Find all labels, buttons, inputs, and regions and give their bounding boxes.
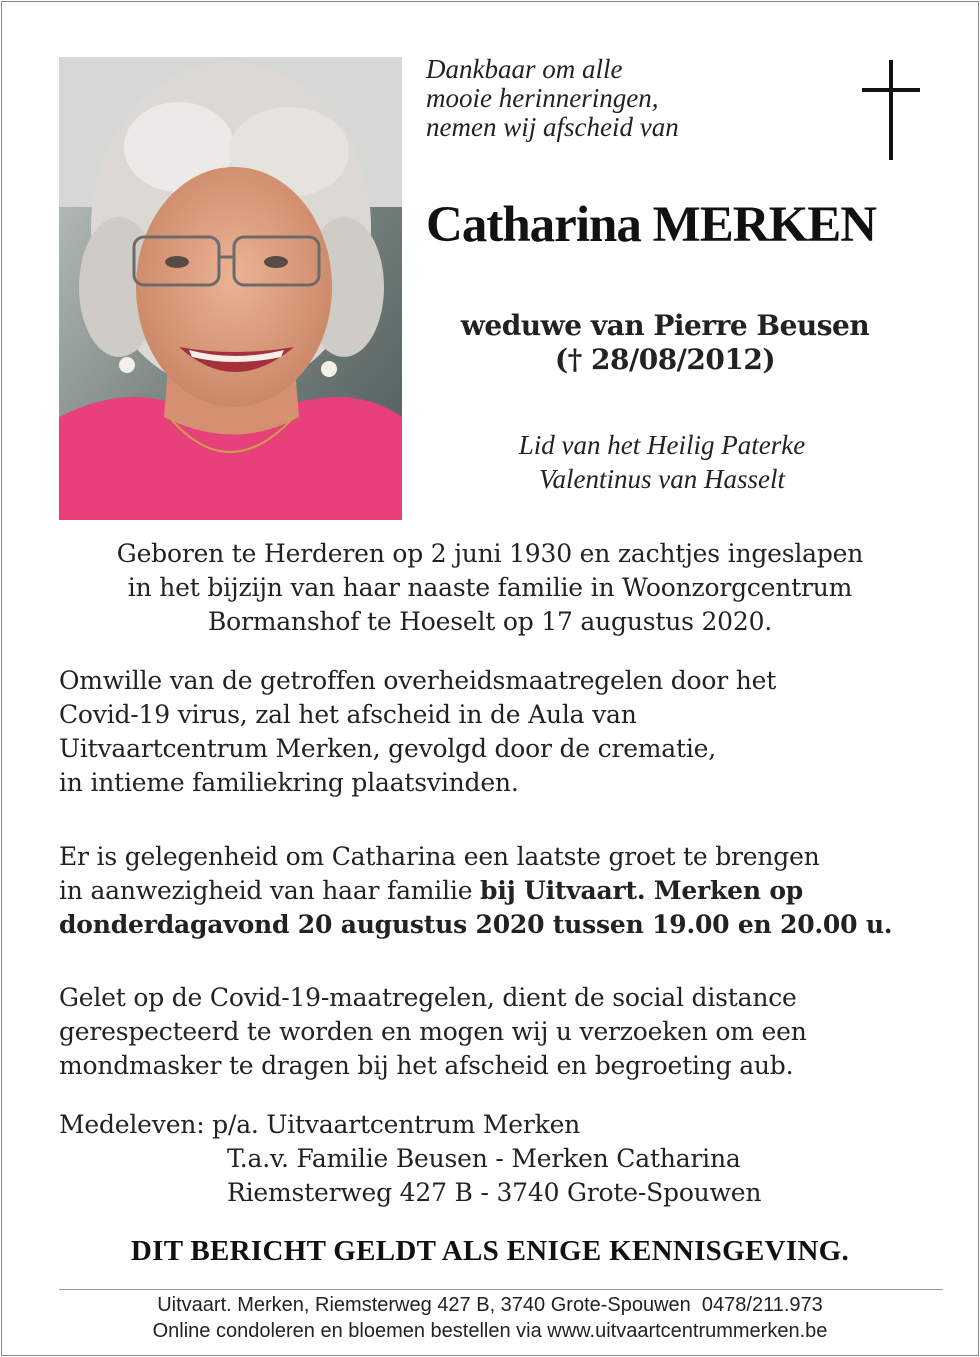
deceased-name: Catharina MERKEN xyxy=(426,197,877,253)
intro-text xyxy=(426,55,679,142)
text-line: Medeleven: p/a. Uitvaartcentrum Merken xyxy=(59,1110,581,1139)
text-line xyxy=(59,874,929,908)
text-line: in het bijzijn van haar naaste familie in Woonzorgcentrum xyxy=(127,573,853,602)
text-line: in intieme familiekring plaatsvinden. xyxy=(59,768,519,797)
condolence-address xyxy=(59,1108,929,1210)
footer-line: Online condoleren en bloemen bestellen via www.uitvaartcentrummerken.be xyxy=(152,1320,828,1342)
text-line: mondmasker te dragen bij het afscheid en begroeting aub. xyxy=(59,1051,794,1080)
widow-info xyxy=(415,309,915,377)
birth-death-paragraph xyxy=(40,537,940,639)
portrait-photo xyxy=(59,57,402,520)
widow-line: weduwe van Pierre Beusen xyxy=(460,309,870,342)
text-line: Geboren te Herderen op 2 juni 1930 en zachtjes ingeslapen xyxy=(116,539,864,568)
text-line: Omwille van de getroffen overheidsmaatregelen door het xyxy=(59,666,777,695)
text-line: Gelet op de Covid-19-maatregelen, dient de social distance xyxy=(59,983,797,1012)
text-line: Covid-19 virus, zal het afscheid in de Aula van xyxy=(59,700,637,729)
text-plain: in aanwezigheid van haar familie xyxy=(59,876,481,905)
text-bold: donderdagavond 20 augustus 2020 tussen 19.00 en 20.00 u. xyxy=(59,910,893,939)
text-line: gerespecteerd te worden en mogen wij u verzoeken om een xyxy=(59,1017,807,1046)
text-bold: bij Uitvaart. Merken op xyxy=(480,876,804,905)
membership-line: Valentinus van Hasselt xyxy=(539,464,785,494)
footer-divider xyxy=(59,1289,943,1290)
text-line xyxy=(59,908,929,942)
text-line: Uitvaartcentrum Merken, gevolgd door de crematie, xyxy=(59,734,716,763)
membership-line: Lid van het Heilig Paterke xyxy=(518,430,806,460)
membership-info xyxy=(412,428,912,496)
text-line: T.a.v. Familie Beusen - Merken Catharina xyxy=(227,1144,741,1173)
widow-date: († 28/08/2012) xyxy=(554,343,776,376)
intro-line: Dankbaar om alle xyxy=(426,54,623,84)
portrait-illustration xyxy=(59,57,402,520)
intro-line: mooie herinneringen, xyxy=(426,83,659,113)
notice-heading: DIT BERICHT GELDT ALS ENIGE KENNISGEVING. xyxy=(130,1235,850,1267)
intro-line: nemen wij afscheid van xyxy=(426,112,679,142)
text-line: Er is gelegenheid om Catharina een laatste groet te brengen xyxy=(59,842,820,871)
footer-line: Uitvaart. Merken, Riemsterweg 427 B, 3740 Grote-Spouwen 0478/211.973 xyxy=(157,1294,823,1316)
text-line: Bormanshof te Hoeselt op 17 augustus 2020. xyxy=(207,607,773,636)
visitation-paragraph xyxy=(59,840,929,942)
text-line: Riemsterweg 427 B - 3740 Grote-Spouwen xyxy=(227,1178,762,1207)
covid-paragraph xyxy=(59,981,929,1083)
ceremony-paragraph xyxy=(59,664,929,800)
footer xyxy=(40,1292,940,1344)
cross-icon xyxy=(862,60,920,160)
